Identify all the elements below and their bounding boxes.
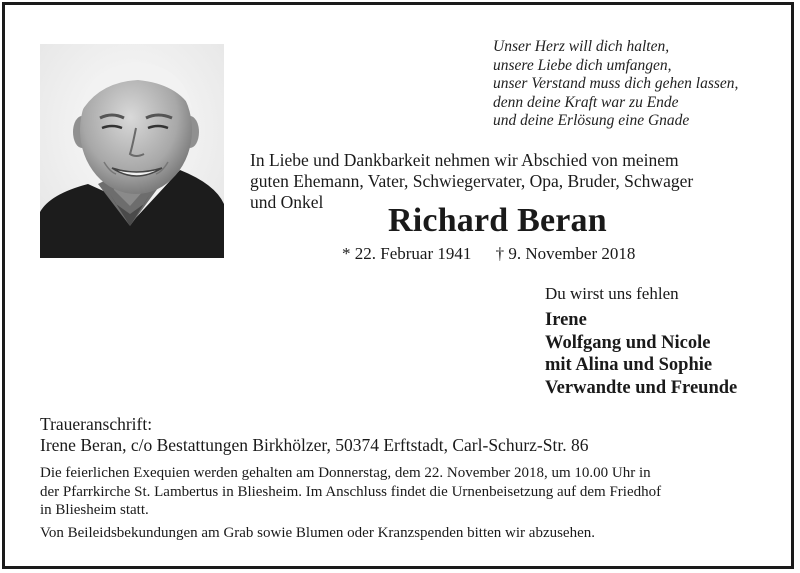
mourning-address (40, 414, 588, 456)
poem-line: unser Verstand muss dich gehen lassen, (493, 75, 739, 93)
mourner-entry: Verwandte und Freunde (545, 377, 738, 398)
poem-line: Unser Herz will dich halten, (493, 38, 670, 55)
service-line: der Pfarrkirche St. Lambertus in Bliesheim. Im Anschluss findet die Urnenbeisetzung auf dem Friedhof (40, 483, 662, 500)
poem-line: denn deine Kraft war zu Ende (493, 93, 679, 111)
deceased-name: Richard Beran (388, 202, 607, 239)
mourner-entry: mit Alina und Sophie (545, 355, 713, 375)
condolence-notice: Von Beileidsbekundungen am Grab sowie Blumen oder Kranzspenden bitten wir abzusehen. (40, 525, 595, 541)
service-line: Die feierlichen Exequien werden gehalten am Donnerstag, dem 22. November 2018, um 10.00 Uhr in (40, 465, 651, 481)
farewell-line: Du wirst uns fehlen (545, 284, 679, 303)
life-dates (342, 244, 635, 264)
intro-line: guten Ehemann, Vater, Schwiegervater, Opa, Bruder, Schwager (250, 171, 694, 191)
portrait-illustration (40, 44, 224, 258)
poem-line: und deine Erlösung eine Gnade (493, 112, 690, 130)
service-info (40, 464, 770, 520)
portrait-photo (40, 44, 224, 258)
address-label: Traueranschrift: (40, 414, 153, 434)
death-date: † 9. November 2018 (495, 244, 636, 263)
mourner-entry: Irene (545, 310, 587, 330)
service-line: in Bliesheim statt. (40, 502, 149, 518)
intro-line: und Onkel (250, 192, 324, 212)
birth-date: * 22. Februar 1941 (342, 244, 472, 263)
mourner-entry: Wolfgang und Nicole (545, 332, 711, 353)
intro-line: In Liebe und Dankbarkeit nehmen wir Abschied von meinem (250, 150, 679, 170)
mourners-list (545, 309, 737, 399)
address-text: Irene Beran, c/o Bestattungen Birkhölzer, 50374 Erftstadt, Carl-Schurz-Str. 86 (40, 435, 589, 455)
poem-line: unsere Liebe dich umfangen, (493, 56, 672, 74)
poem (493, 38, 738, 131)
